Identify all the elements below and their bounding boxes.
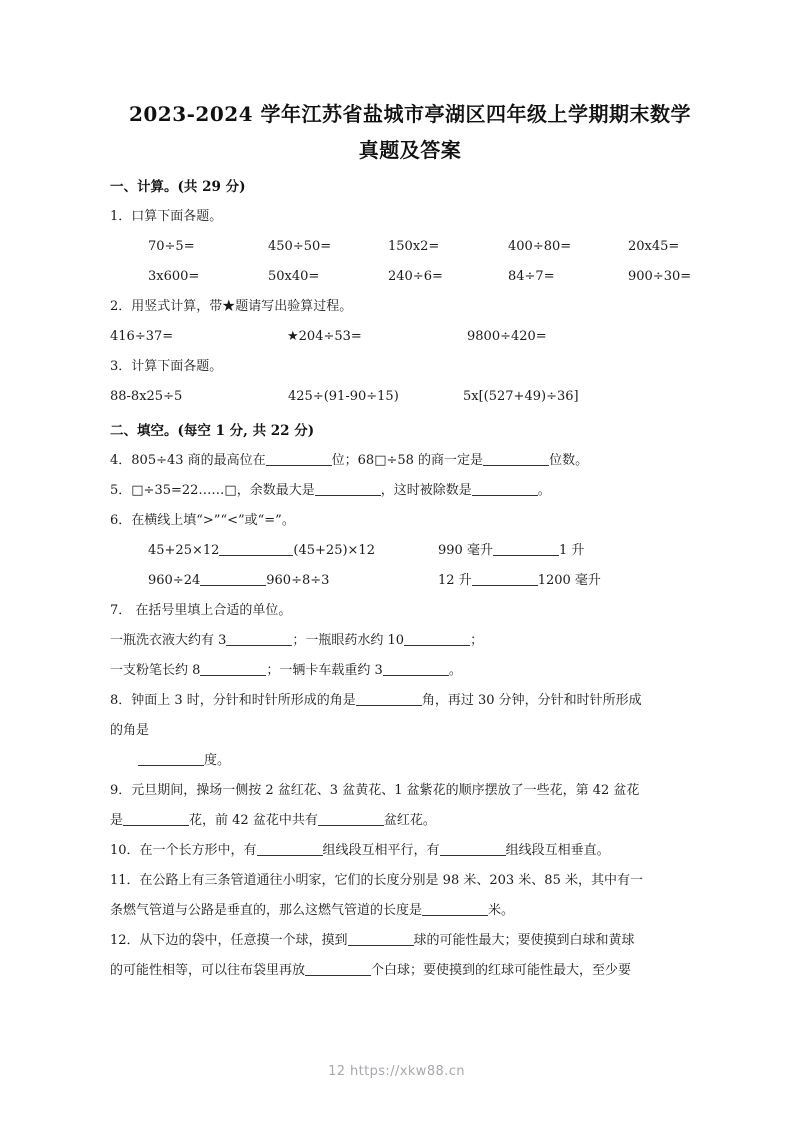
expression: 88-8x25÷5 xyxy=(110,389,183,404)
answer-blank[interactable] xyxy=(305,961,371,976)
answer-blank[interactable] xyxy=(493,541,559,556)
expression: 70÷5= xyxy=(148,239,195,254)
expression: 960÷24 xyxy=(148,573,201,588)
expression: 900÷30= xyxy=(628,269,692,284)
question-2-items xyxy=(110,322,710,352)
question-11-text-a: 条燃气管道与公路是垂直的，那么这燃气管道的长度是 xyxy=(110,903,423,918)
question-7-line-2 xyxy=(110,656,710,686)
answer-blank[interactable] xyxy=(472,571,538,586)
question-7-text-a: 一瓶洗衣液大约有 3 xyxy=(110,633,227,648)
question-11-line-2 xyxy=(110,896,710,926)
question-10-text-b: 组线段互相平行，有 xyxy=(322,843,440,858)
answer-blank[interactable] xyxy=(200,571,266,586)
section-heading-fill-in-blank: 二、填空。(每空 1 分, 共 22 分) xyxy=(110,423,315,439)
expression: 990 毫升 xyxy=(438,543,493,558)
question-5-text-a: 5．□÷35=22……□，余数最大是 xyxy=(110,483,315,498)
question-1-row-2 xyxy=(110,262,710,292)
question-6-row-2 xyxy=(110,566,710,596)
comparison-pair-left xyxy=(148,536,438,566)
question-4-text-b: 位；68□÷58 的商一定是 xyxy=(331,453,484,468)
expression: 400÷80= xyxy=(508,239,572,254)
page-title-line1: 2023-2024 学年江苏省盐城市亭湖区四年级上学期期末数学 xyxy=(128,102,692,126)
question-11-text-b: 米。 xyxy=(488,903,515,918)
question-1-row-1 xyxy=(110,232,710,262)
answer-blank[interactable] xyxy=(348,931,414,946)
answer-blank[interactable] xyxy=(472,481,538,496)
expression: 9800÷420= xyxy=(467,329,547,344)
answer-blank[interactable] xyxy=(219,541,293,556)
question-5-text-b: ，这时被除数是 xyxy=(380,483,472,498)
expression: 450÷50= xyxy=(268,239,332,254)
expression: 1200 毫升 xyxy=(537,573,601,588)
answer-blank[interactable] xyxy=(138,751,204,766)
question-7-text-f: 。 xyxy=(448,663,462,678)
answer-blank[interactable] xyxy=(483,451,549,466)
question-9-text-b: 花，前 42 盆花中共有 xyxy=(189,813,318,828)
answer-blank[interactable] xyxy=(318,811,384,826)
comparison-pair-right xyxy=(438,566,710,596)
answer-blank[interactable] xyxy=(257,841,323,856)
answer-blank[interactable] xyxy=(356,691,422,706)
question-9-line-2 xyxy=(110,806,710,836)
expression: (45+25)×12 xyxy=(293,543,375,558)
expression: ★204÷53= xyxy=(287,329,362,344)
question-9-text-a: 是 xyxy=(110,813,124,828)
section-heading-calculation: 一、计算。(共 29 分) xyxy=(110,179,246,195)
question-2-prompt: 2．用竖式计算，带★题请写出验算过程。 xyxy=(110,299,353,314)
question-11-line-1: 11．在公路上有三条管道通往小明家，它们的长度分别是 98 米、203 米、85 米，其中有一 xyxy=(110,873,643,888)
expression: 3x600= xyxy=(148,269,200,284)
question-7-text-e: ；一辆卡车载重约 3 xyxy=(266,663,383,678)
expression: 5x[(527+49)÷36] xyxy=(463,389,579,404)
question-8-text-a: 8．钟面上 3 时，分针和时针所形成的角是 xyxy=(110,693,356,708)
page-content xyxy=(110,96,710,986)
question-12-text-a: 12．从下边的袋中，任意摸一个球，摸到 xyxy=(110,933,348,948)
answer-blank[interactable] xyxy=(315,481,381,496)
answer-blank[interactable] xyxy=(266,451,332,466)
question-12-text-b: 球的可能性最大；要使摸到白球和黄球 xyxy=(413,933,635,948)
question-12-text-d: 个白球；要使摸到的红球可能性最大，至少要 xyxy=(371,963,632,978)
expression: 50x40= xyxy=(268,269,320,284)
expression: 84÷7= xyxy=(508,269,555,284)
question-8-text-c: 度。 xyxy=(204,753,231,768)
question-8-line-1 xyxy=(110,686,710,716)
expression: 425÷(91-90÷15) xyxy=(288,389,399,404)
question-12-line-2 xyxy=(110,956,710,986)
question-6-prompt: 6．在横线上填“>”“<”或“=”。 xyxy=(110,513,295,528)
answer-blank[interactable] xyxy=(226,631,292,646)
question-9-text-c: 盆红花。 xyxy=(383,813,436,828)
question-8-line-3 xyxy=(110,746,710,776)
question-12-line-1 xyxy=(110,926,710,956)
page-title-line2: 真题及答案 xyxy=(358,138,462,162)
question-10 xyxy=(110,836,710,866)
question-3-prompt: 3．计算下面各题。 xyxy=(110,359,223,374)
comparison-pair-left xyxy=(148,566,438,596)
answer-blank[interactable] xyxy=(404,631,470,646)
question-7-text-c: ； xyxy=(470,633,484,648)
expression: 1 升 xyxy=(558,543,585,558)
expression: 45+25×12 xyxy=(148,543,220,558)
expression: 240÷6= xyxy=(388,269,443,284)
footer-watermark: 12 https://xkw88.cn xyxy=(328,1064,465,1079)
question-5 xyxy=(110,476,710,506)
question-12-text-c: 的可能性相等，可以往布袋里再放 xyxy=(110,963,306,978)
question-9-line-1: 9．元旦期间，操场一侧按 2 盆红花、3 盆黄花、1 盆紫花的顺序摆放了一些花，第 42 盆花 xyxy=(110,783,640,798)
expression: 12 升 xyxy=(438,573,472,588)
answer-blank[interactable] xyxy=(383,661,449,676)
expression: 20x45= xyxy=(628,239,680,254)
question-10-text-a: 10．在一个长方形中，有 xyxy=(110,843,257,858)
question-7-line-1 xyxy=(110,626,710,656)
answer-blank[interactable] xyxy=(123,811,189,826)
answer-blank[interactable] xyxy=(440,841,506,856)
comparison-pair-right xyxy=(438,536,710,566)
question-8-text-b: 角，再过 30 分钟，分针和时针所形成 xyxy=(421,693,642,708)
answer-blank[interactable] xyxy=(422,901,488,916)
question-4 xyxy=(110,446,710,476)
question-7-text-d: 一支粉笔长约 8 xyxy=(110,663,201,678)
question-7-text-b: ；一瓶眼药水约 10 xyxy=(292,633,405,648)
question-5-text-c: 。 xyxy=(537,483,551,498)
question-4-text-c: 位数。 xyxy=(549,453,589,468)
question-7-prompt: 7． 在括号里填上合适的单位。 xyxy=(110,603,292,618)
expression: 960÷8÷3 xyxy=(266,573,330,588)
question-10-text-c: 组线段互相垂直。 xyxy=(505,843,610,858)
expression: 150x2= xyxy=(388,239,440,254)
question-8-line-2: 的角是 xyxy=(110,723,150,738)
question-4-text-a: 4．805÷43 商的最高位在 xyxy=(110,453,266,468)
expression: 416÷37= xyxy=(110,329,174,344)
question-1-prompt: 1．口算下面各题。 xyxy=(110,209,223,224)
question-3-items xyxy=(110,382,710,412)
answer-blank[interactable] xyxy=(200,661,266,676)
question-6-row-1 xyxy=(110,536,710,566)
